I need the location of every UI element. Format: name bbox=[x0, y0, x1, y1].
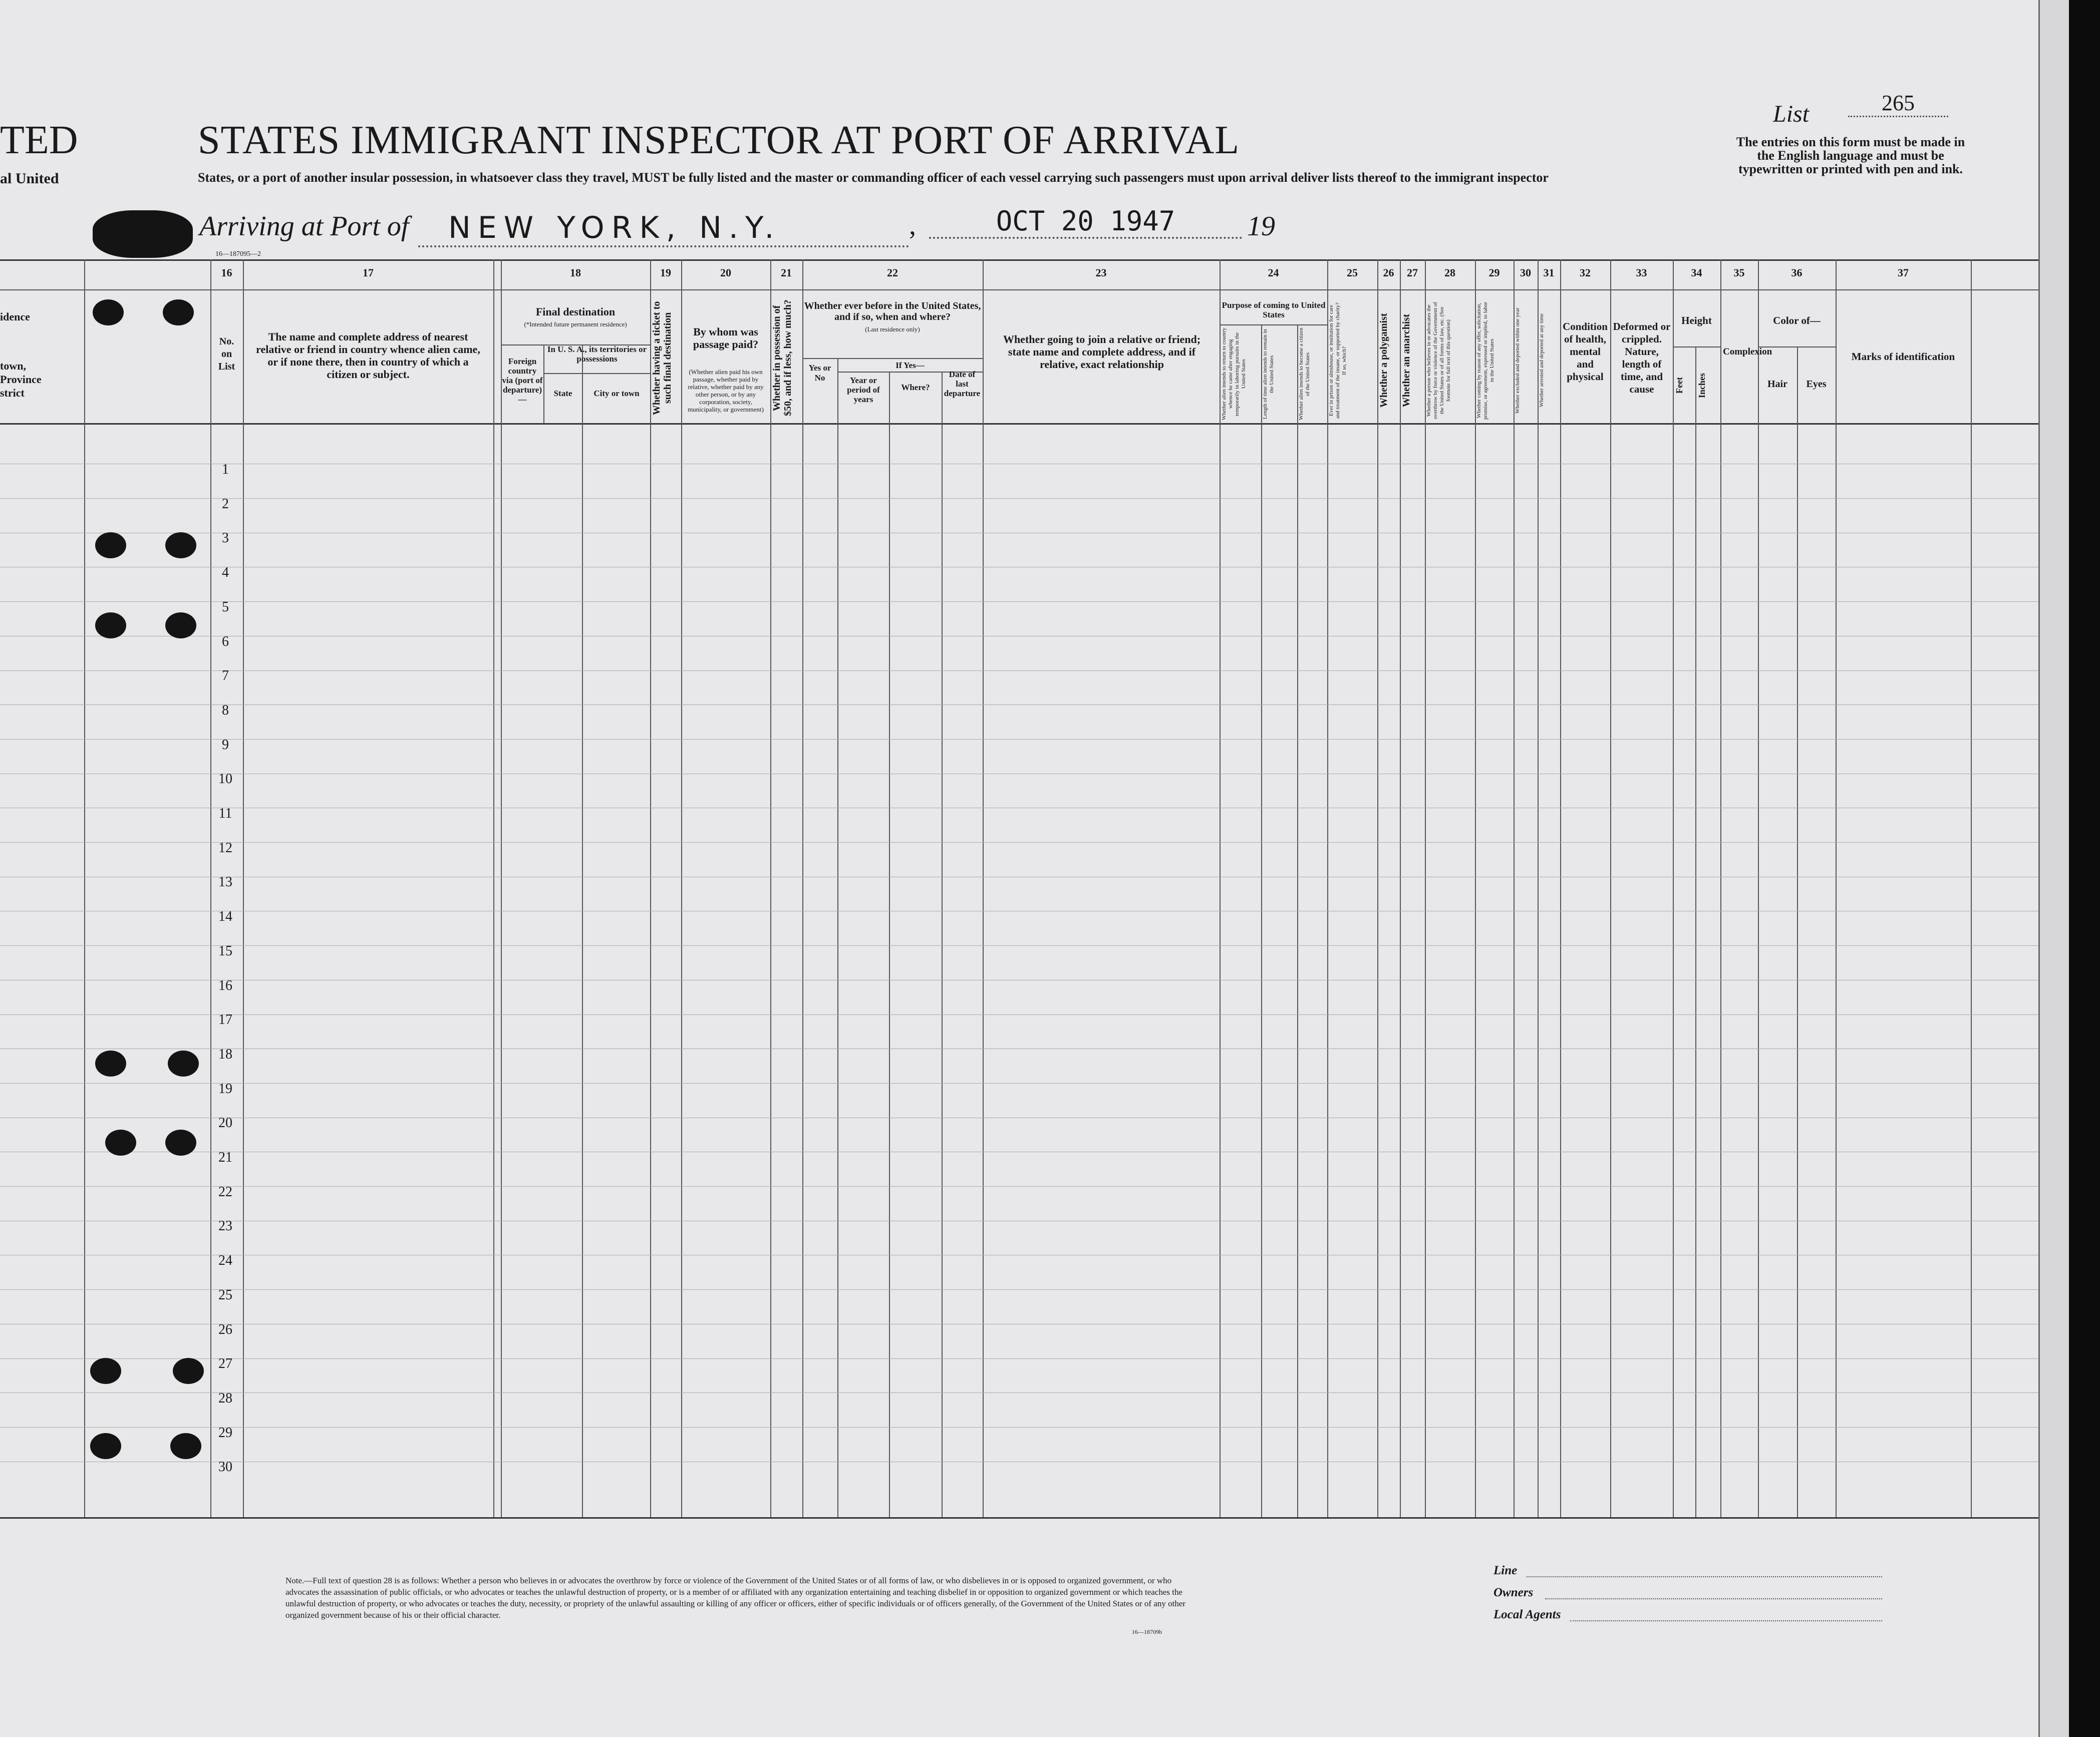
owners-label: Owners bbox=[1493, 1586, 1534, 1599]
col-divider bbox=[1377, 259, 1378, 1517]
header-fifty-dollars: Whether in possession of $50, and if less, how much? bbox=[771, 299, 793, 417]
header-marks-identification: Marks of identification bbox=[1851, 351, 1955, 363]
sub-divider bbox=[1797, 346, 1798, 1517]
header-complexion: Complexion bbox=[1723, 346, 1772, 357]
form-subline: States, or a port of another insular possession, in whatsoever class they travel, MUST be fully listed and the master or commanding officer of each vessel carrying such passengers must upon arrival deliver lists thereof to the immigrant inspector bbox=[198, 170, 1549, 185]
column-number-rule bbox=[0, 289, 2038, 290]
local-agents-field bbox=[1570, 1620, 1882, 1621]
col-divider bbox=[84, 259, 85, 1517]
page-edge-flap bbox=[2038, 0, 2069, 1737]
header-prison-almshouse: Ever in prison or almshouse, or institution for care and treatment of the insane, or supported by charity? If so, which? bbox=[1328, 302, 1347, 419]
sub-divider bbox=[1695, 346, 1696, 1517]
col-divider bbox=[1971, 259, 1972, 1517]
col-divider bbox=[1425, 259, 1426, 1517]
column-17-number: 17 bbox=[363, 266, 374, 279]
punch-hole bbox=[165, 532, 196, 558]
column-33-number: 33 bbox=[1636, 266, 1647, 279]
row-number: 22 bbox=[218, 1184, 232, 1200]
header-ticket: Whether having a ticket to such final destination bbox=[651, 301, 673, 415]
punch-blot-top bbox=[93, 210, 193, 258]
column-20-number: 20 bbox=[720, 266, 731, 279]
row-rule bbox=[0, 1427, 2038, 1428]
form-title: STATES IMMIGRANT INSPECTOR AT PORT OF ARRIVAL bbox=[198, 118, 1240, 162]
row-number: 5 bbox=[222, 599, 229, 615]
form-instructions: The entries on this form must be made in the English language and must be typewritten or printed with pen and ink. bbox=[1736, 135, 1965, 176]
col-divider bbox=[1720, 259, 1721, 1517]
sub-divider bbox=[582, 344, 583, 1517]
row-number: 12 bbox=[218, 840, 232, 856]
row-rule bbox=[0, 945, 2038, 946]
row-rule bbox=[0, 739, 2038, 740]
header-in-usa: In U. S. A., its territories or possessions bbox=[547, 344, 647, 364]
sub-divider bbox=[889, 372, 890, 1517]
line-label: Line bbox=[1493, 1564, 1518, 1577]
col-divider bbox=[802, 259, 803, 1517]
owners-field bbox=[1545, 1598, 1882, 1599]
header-height: Height bbox=[1681, 314, 1712, 326]
punch-hole bbox=[165, 612, 196, 638]
row-number: 2 bbox=[222, 496, 229, 512]
col-divider bbox=[1220, 259, 1221, 1517]
punch-hole bbox=[95, 1051, 126, 1077]
row-number: 1 bbox=[222, 462, 229, 477]
header-last-residence: (Last residence only) bbox=[865, 325, 920, 333]
header-health: Condition of health, mental and physical bbox=[1563, 320, 1608, 383]
row-number: 23 bbox=[218, 1218, 232, 1234]
sub-divider bbox=[501, 259, 502, 1517]
col-divider bbox=[681, 259, 682, 1517]
col-divider bbox=[1514, 259, 1515, 1517]
column-27-number: 27 bbox=[1407, 266, 1418, 279]
row-rule bbox=[0, 1186, 2038, 1187]
row-number: 25 bbox=[218, 1287, 232, 1303]
column-18-number: 18 bbox=[570, 266, 581, 279]
sub-divider bbox=[837, 358, 838, 1517]
row-rule bbox=[0, 498, 2038, 499]
punch-hole bbox=[90, 1358, 121, 1384]
row-number: 24 bbox=[218, 1253, 232, 1268]
header-anarchist: Whether an anarchist bbox=[1401, 314, 1412, 407]
header-arrested: Whether arrested and deported at any time bbox=[1539, 313, 1545, 408]
sub-divider bbox=[1297, 324, 1298, 1517]
row-number: 7 bbox=[222, 668, 229, 683]
header-city: City or town bbox=[593, 389, 640, 398]
column-24-number: 24 bbox=[1268, 266, 1279, 279]
header-join-relative: Whether going to join a relative or friend; state name and complete address, and if relative, exact relationship bbox=[1003, 333, 1201, 371]
header-become-citizen: Whether alien intends to become a citizen of the United States bbox=[1298, 327, 1311, 421]
local-agents-label: Local Agents bbox=[1493, 1608, 1561, 1621]
subheader-rule bbox=[1220, 324, 1327, 325]
row-number: 10 bbox=[218, 771, 232, 787]
row-number: 19 bbox=[218, 1081, 232, 1097]
header-deformed: Deformed or crippled. Nature, length of time, and cause bbox=[1613, 320, 1671, 395]
row-number: 15 bbox=[218, 943, 232, 959]
col-divider bbox=[1836, 259, 1837, 1517]
header-state: State bbox=[553, 389, 572, 398]
column-21-number: 21 bbox=[781, 266, 792, 279]
row-rule bbox=[0, 1083, 2038, 1084]
row-number: 30 bbox=[218, 1459, 232, 1475]
column-29-number: 29 bbox=[1488, 266, 1500, 279]
row-number: 4 bbox=[222, 565, 229, 580]
partial-title-left: TED bbox=[0, 118, 78, 162]
header-question-28: Whether a person who believes in or advocates the overthrow by force or violence of the Government of the United States or of all forms of law, etc. (See footnote for full text of this question) bbox=[1426, 302, 1451, 419]
column-34-number: 34 bbox=[1691, 266, 1702, 279]
column-35-number: 35 bbox=[1733, 266, 1745, 279]
column-30-number: 30 bbox=[1520, 266, 1531, 279]
column-22-number: 22 bbox=[887, 266, 898, 279]
column-28-number: 28 bbox=[1444, 266, 1455, 279]
col-divider bbox=[243, 259, 244, 1517]
col-divider bbox=[1400, 259, 1401, 1517]
row-number: 8 bbox=[222, 703, 229, 718]
province-label: Province bbox=[0, 373, 42, 386]
header-inches: Inches bbox=[1697, 373, 1707, 399]
subheader-rule bbox=[543, 373, 650, 374]
list-number: 265 bbox=[1848, 90, 1948, 117]
header-date-departure: Date of last departure bbox=[944, 370, 981, 398]
comma: , bbox=[909, 210, 916, 241]
header-purpose: Purpose of coming to United States bbox=[1222, 300, 1326, 319]
row-number: 27 bbox=[218, 1356, 232, 1371]
row-number: 13 bbox=[218, 874, 232, 890]
header-final-destination-note: (*Intended future permanent residence) bbox=[524, 320, 627, 328]
header-excluded: Whether excluded and deported within one year bbox=[1515, 307, 1521, 414]
column-19-number: 19 bbox=[660, 266, 671, 279]
table-bottom-rule bbox=[0, 1517, 2038, 1519]
subheader-rule bbox=[1673, 346, 1720, 348]
district-label: strict bbox=[0, 387, 25, 399]
header-color-of: Color of— bbox=[1773, 314, 1821, 326]
row-number: 9 bbox=[222, 737, 229, 753]
col-divider bbox=[493, 259, 494, 1517]
punch-hole bbox=[168, 1051, 199, 1077]
row-number: 18 bbox=[218, 1047, 232, 1062]
header-feet: Feet bbox=[1674, 377, 1684, 394]
form-number: 16—187095—2 bbox=[215, 250, 261, 258]
sub-divider bbox=[1261, 324, 1262, 1517]
row-number: 17 bbox=[218, 1012, 232, 1027]
column-37-number: 37 bbox=[1898, 266, 1909, 279]
col-divider bbox=[1673, 259, 1674, 1517]
header-eyes: Eyes bbox=[1806, 379, 1827, 390]
col-divider bbox=[1327, 259, 1328, 1517]
punch-hole bbox=[170, 1433, 201, 1459]
header-if-yes: If Yes— bbox=[895, 361, 925, 370]
punch-hole bbox=[173, 1358, 204, 1384]
header-final-destination: Final destination bbox=[535, 305, 616, 318]
header-foreign-country: Foreign country via (port of departure)— bbox=[502, 357, 543, 404]
partial-subline-left: al United bbox=[0, 170, 59, 187]
col-divider bbox=[650, 259, 651, 1517]
column-25-number: 25 bbox=[1347, 266, 1358, 279]
row-rule bbox=[0, 842, 2038, 843]
row-number: 28 bbox=[218, 1391, 232, 1406]
row-number: 14 bbox=[218, 909, 232, 924]
column-23-number: 23 bbox=[1095, 266, 1107, 279]
header-where: Where? bbox=[901, 383, 930, 392]
row-number: 6 bbox=[222, 634, 229, 649]
row-number: 26 bbox=[218, 1322, 232, 1337]
table-top-rule bbox=[0, 259, 2038, 261]
col-divider bbox=[1560, 259, 1561, 1517]
sub-divider bbox=[543, 344, 544, 423]
row-number: 16 bbox=[218, 978, 232, 993]
punch-hole bbox=[95, 532, 126, 558]
header-relative-address: The name and complete address of nearest relative or friend in country whence alien came, or if none there, then in country of which a citizen or subject. bbox=[256, 330, 480, 381]
row-number: 21 bbox=[218, 1150, 232, 1165]
header-passage-paid: By whom was passage paid? bbox=[693, 325, 759, 351]
col-divider bbox=[1610, 259, 1611, 1517]
residence-label: idence bbox=[0, 310, 30, 323]
col-divider bbox=[1758, 259, 1759, 1517]
punch-hole bbox=[165, 1130, 196, 1156]
col-divider bbox=[1538, 259, 1539, 1517]
row-number: 3 bbox=[222, 530, 229, 546]
punch-hole bbox=[105, 1130, 136, 1156]
col-divider bbox=[1475, 259, 1476, 1517]
row-number: 11 bbox=[218, 806, 232, 821]
row-rule bbox=[0, 1289, 2038, 1290]
header-bottom-rule bbox=[0, 423, 2038, 425]
date-stamp: OCT 20 1947 bbox=[929, 205, 1242, 239]
column-16-number: 16 bbox=[221, 266, 232, 279]
port-value: NEW YORK, N.Y. bbox=[418, 210, 909, 247]
list-label: List bbox=[1773, 101, 1810, 127]
column-31-number: 31 bbox=[1543, 266, 1555, 279]
header-length-stay: Length of time alien intends to remain in the United States bbox=[1262, 329, 1275, 419]
header-year-period: Year or period of years bbox=[847, 376, 880, 404]
punch-hole bbox=[93, 299, 124, 325]
header-yes-no: Yes or No bbox=[808, 363, 831, 383]
row-number: 29 bbox=[218, 1425, 232, 1441]
sub-divider bbox=[942, 372, 943, 1517]
header-return-country: Whether alien intends to return to country whence he came after engaging temporarily in laboring pursuits in the United States bbox=[1221, 327, 1247, 421]
header-labor-offer: Whether coming by reason of any offer, solicitation, promise, or agreement, expressed or implied, to labor in the United States bbox=[1476, 301, 1495, 420]
year-prefix: 19 bbox=[1247, 211, 1275, 242]
header-polygamist: Whether a polygamist bbox=[1378, 313, 1389, 408]
town-label: town, bbox=[0, 360, 26, 372]
header-hair: Hair bbox=[1767, 379, 1787, 390]
footnote-question-28: Note.—Full text of question 28 is as follows: Whether a person who believes in or advocates the overthrow by force or violence of the Government of the United States or of all forms of law, or who disbelieves in or is opposed to organized government, or who advocates the assassination of public officials, or who advocates or teaches the unlawful destruction of property, or is a member of or affiliated with any organization entertaining and teaching disbelief in or opposition to organized government or which teaches the unlawful destruction of property, or who advocates or teaches the duty, necessity, or propriety of the unlawful assaulting or killing of any officer or officers, either of specific individuals or of officers generally, of the Government of the United States or of any other organized government because of his or their official character. bbox=[285, 1576, 1186, 1620]
header-passage-note: (Whether alien paid his own passage, whether paid by relative, whether paid by any other person, or by any corporation, society, municipality, or government) bbox=[688, 368, 764, 413]
row-rule bbox=[0, 601, 2038, 602]
header-no-on-list: No. on List bbox=[218, 336, 235, 372]
row-number: 20 bbox=[218, 1115, 232, 1131]
footnote-form-number: 16—18709b bbox=[1132, 1628, 1162, 1635]
row-rule bbox=[0, 670, 2038, 671]
header-before-in-us: Whether ever before in the United States, and if so, when and where? bbox=[804, 300, 981, 322]
col-divider bbox=[770, 259, 771, 1517]
column-32-number: 32 bbox=[1580, 266, 1591, 279]
column-26-number: 26 bbox=[1383, 266, 1394, 279]
port-label: Arriving at Port of bbox=[199, 211, 409, 242]
punch-hole bbox=[95, 612, 126, 638]
subheader-rule bbox=[802, 358, 983, 359]
column-36-number: 36 bbox=[1791, 266, 1803, 279]
punch-hole bbox=[163, 299, 194, 325]
col-divider bbox=[983, 259, 984, 1517]
row-rule bbox=[0, 1014, 2038, 1015]
punch-hole bbox=[90, 1433, 121, 1459]
row-rule bbox=[0, 1358, 2038, 1359]
line-field bbox=[1527, 1576, 1882, 1577]
